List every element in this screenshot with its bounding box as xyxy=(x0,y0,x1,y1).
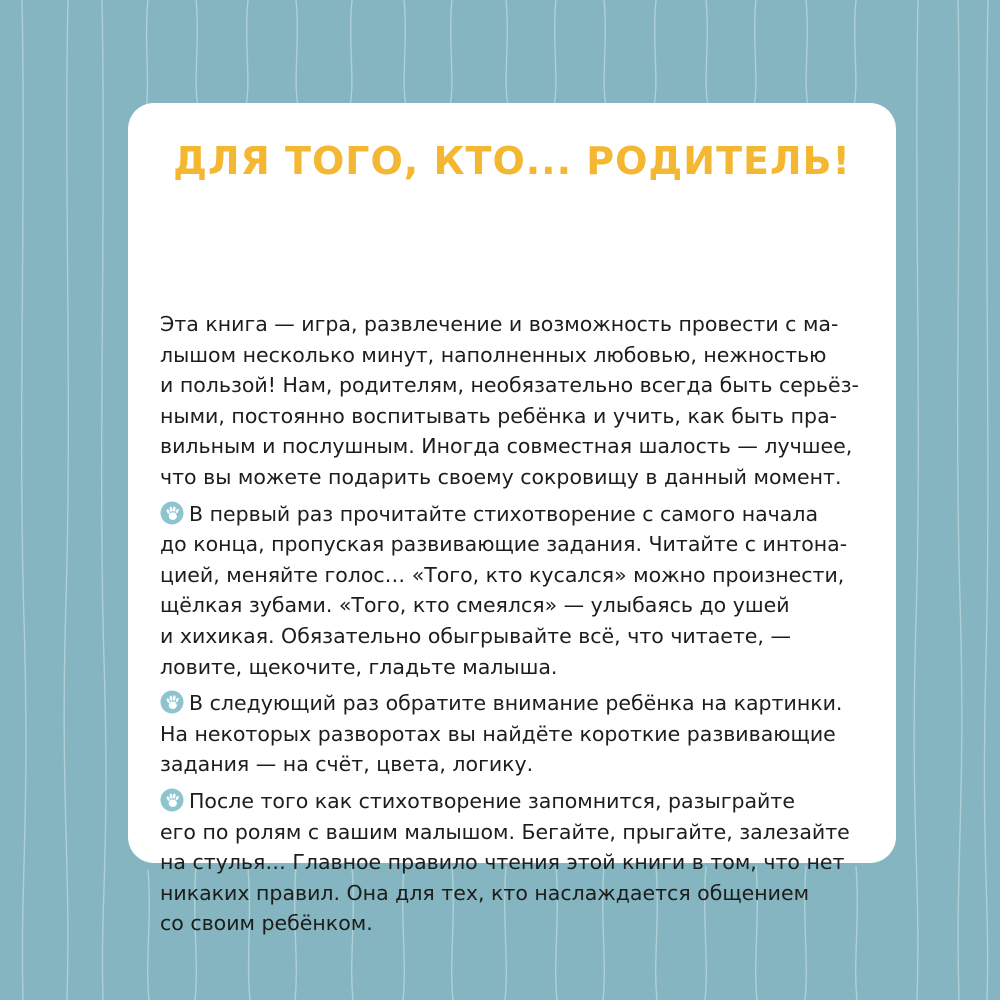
bullet-line: В первый раз прочитайте стихотворение с самого начала xyxy=(189,501,819,526)
bullet-line: никаких правил. Она для тех, кто наслаждается общением xyxy=(160,880,810,905)
bullet-line: После того как стихотворение запомнится, разыграйте xyxy=(189,788,795,813)
bullet-paragraph-3 xyxy=(160,786,890,939)
bullet-line: со своим ребёнком. xyxy=(160,911,373,936)
intro-line: и пользой! Нам, родителям, необязательно всегда быть серьёз- xyxy=(160,373,859,398)
bullet-line: его по ролям с вашим малышом. Бегайте, прыгайте, залезайте xyxy=(160,819,850,844)
info-card xyxy=(128,103,896,936)
bullet-paragraph-2 xyxy=(160,688,890,780)
intro-line: Эта книга — игра, развлечение и возможность провести с ма- xyxy=(160,312,839,336)
intro-line: лышом несколько минут, наполненных любовью, нежностью xyxy=(160,342,827,367)
intro-line: ными, постоянно воспитывать ребёнка и учить, как быть пра- xyxy=(160,403,838,428)
bullet-paragraph-1 xyxy=(160,499,890,683)
hand-print-icon xyxy=(160,501,184,525)
bullet-line: В следующий раз обратите внимание ребёнка на картинки. xyxy=(189,691,843,716)
card-title: ДЛЯ ТОГО, КТО... РОДИТЕЛЬ! xyxy=(173,139,851,183)
hand-print-icon xyxy=(160,788,184,812)
bullet-line: На некоторых разворотах вы найдёте короткие развивающие xyxy=(160,721,836,746)
bullet-line: ловите, щекочите, гладьте малыша. xyxy=(160,654,558,679)
intro-line: вильным и послушным. Иногда совместная шалость — лучшее, xyxy=(160,434,853,459)
hand-print-icon xyxy=(160,690,184,714)
bullet-line: до конца, пропуская развивающие задания. Читайте с интона- xyxy=(160,532,848,557)
bullet-line: задания — на счёт, цвета, логику. xyxy=(160,752,534,777)
card-body xyxy=(160,309,890,939)
intro-line: что вы можете подарить своему сокровищу в данный момент. xyxy=(160,464,842,489)
bullet-line: и хихикая. Обязательно обыгрывайте всё, что читаете, — xyxy=(160,623,791,648)
bullet-line: на стулья… Главное правило чтения этой книги в том, что нет xyxy=(160,850,845,875)
intro-paragraph xyxy=(160,309,890,493)
bullet-line: щёлкая зубами. «Того, кто смеялся» — улыбаясь до ушей xyxy=(160,593,790,618)
bullet-line: цией, меняйте голос… «Того, кто кусался» можно произнести, xyxy=(160,562,845,587)
